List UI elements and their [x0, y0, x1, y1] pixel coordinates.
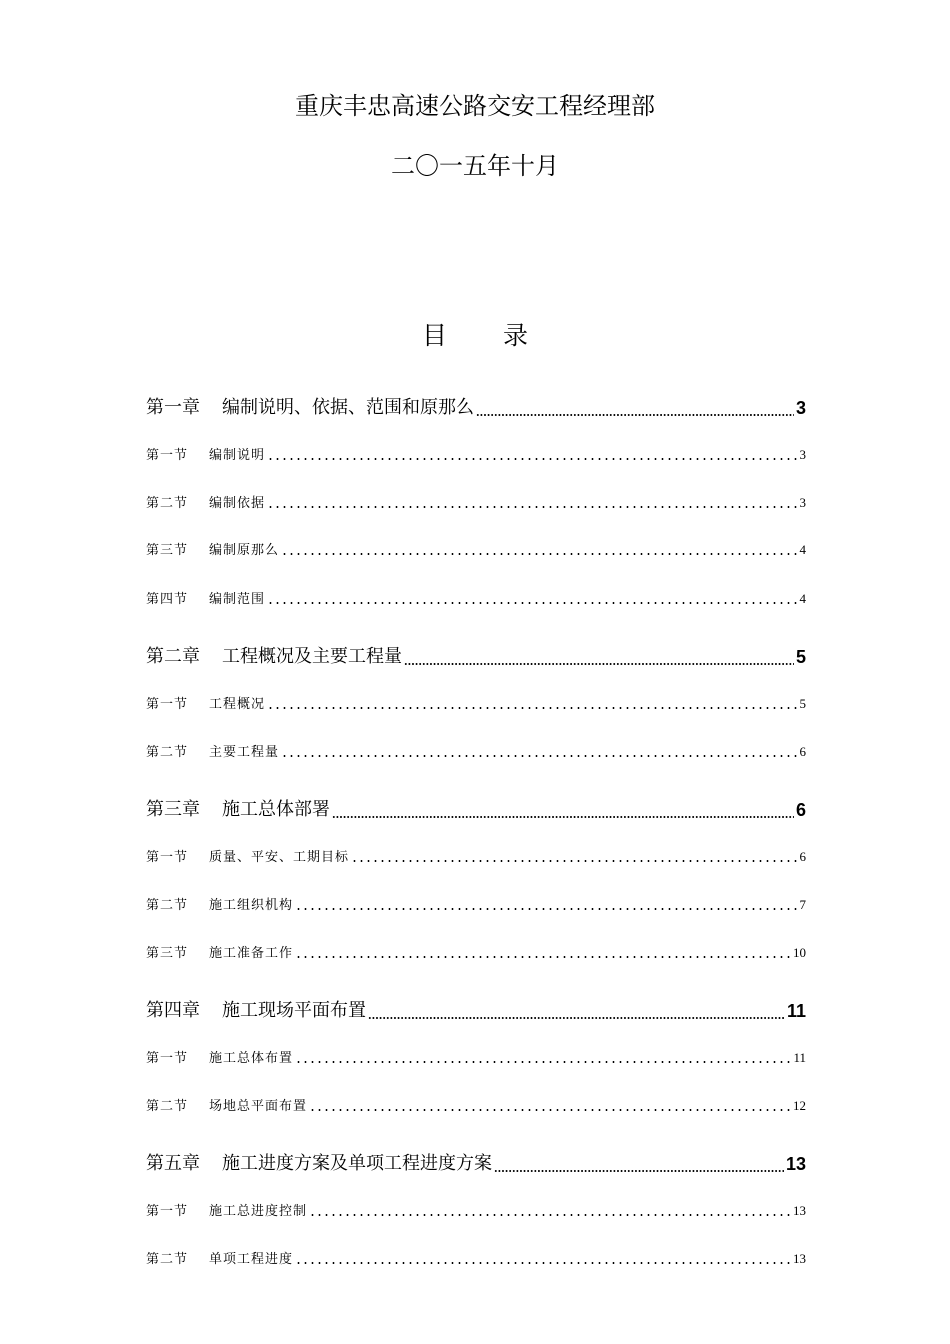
chapter-number: 第五章 — [146, 1153, 200, 1174]
section-page: 6 — [799, 849, 806, 864]
section-number: 第一节 — [146, 1051, 189, 1066]
section-page: 3 — [799, 495, 806, 510]
leader-dots — [265, 591, 799, 607]
chapter-number: 第二章 — [146, 646, 200, 667]
toc-section[interactable] — [146, 1046, 806, 1066]
chapter-page: 5 — [795, 647, 806, 667]
toc-section[interactable] — [146, 1094, 806, 1114]
chapter-title: 施工进度方案及单项工程进度方案 — [222, 1153, 492, 1174]
toc-chapter-3[interactable] — [146, 795, 806, 821]
toc-section[interactable] — [146, 941, 806, 961]
chapter-page: 6 — [795, 800, 806, 820]
section-page: 3 — [799, 447, 806, 462]
toc-heading-part2: 录 — [503, 321, 529, 350]
section-page: 5 — [799, 696, 806, 711]
section-number: 第二节 — [146, 1099, 189, 1114]
leader-dots — [330, 799, 796, 821]
toc-section[interactable] — [146, 443, 806, 463]
toc-chapter-1[interactable] — [146, 393, 806, 419]
section-title: 编制说明 — [209, 448, 266, 463]
leader-dots — [265, 495, 799, 511]
leader-dots — [293, 1050, 793, 1066]
section-title: 编制范围 — [209, 592, 266, 607]
leader-dots — [293, 1251, 793, 1267]
section-title: 施工总进度控制 — [209, 1204, 308, 1219]
toc-section[interactable] — [146, 845, 806, 865]
section-page: 12 — [793, 1098, 806, 1113]
section-number: 第三节 — [146, 946, 189, 961]
toc-chapter-5[interactable] — [146, 1149, 806, 1175]
chapter-page: 13 — [785, 1154, 806, 1174]
toc-chapter-4[interactable] — [146, 996, 806, 1022]
section-page: 13 — [793, 1251, 806, 1266]
section-title: 工程概况 — [209, 697, 266, 712]
leader-dots — [293, 897, 799, 913]
leader-dots — [279, 542, 799, 558]
toc-heading-part1: 目 — [421, 321, 447, 350]
leader-dots — [307, 1098, 793, 1114]
section-page: 6 — [799, 744, 806, 759]
section-number: 第二节 — [146, 898, 189, 913]
leader-dots — [492, 1153, 786, 1175]
chapter-page: 11 — [786, 1001, 806, 1021]
section-number: 第一节 — [146, 850, 189, 865]
section-number: 第二节 — [146, 745, 189, 760]
section-page: 11 — [793, 1050, 806, 1065]
section-number: 第一节 — [146, 1204, 189, 1219]
section-number: 第二节 — [146, 496, 189, 511]
section-page: 10 — [793, 945, 806, 960]
organization-name: 重庆丰忠高速公路交安工程经理部 — [295, 92, 655, 120]
chapter-number: 第三章 — [146, 799, 200, 820]
toc-section[interactable] — [146, 740, 806, 760]
section-title: 编制依据 — [209, 496, 266, 511]
leader-dots — [293, 945, 793, 961]
document-date: 二〇一五年十月 — [391, 152, 559, 180]
leader-dots — [402, 646, 796, 668]
leader-dots — [279, 744, 799, 760]
section-title: 施工准备工作 — [209, 946, 294, 961]
leader-dots — [474, 397, 796, 419]
section-number: 第三节 — [146, 543, 189, 558]
section-number: 第四节 — [146, 592, 189, 607]
section-title: 编制原那么 — [209, 543, 280, 558]
leader-dots — [349, 849, 799, 865]
chapter-number: 第一章 — [146, 397, 200, 418]
section-page: 4 — [799, 542, 806, 557]
section-title: 施工总体布置 — [209, 1051, 294, 1066]
chapter-number: 第四章 — [146, 1000, 200, 1021]
section-number: 第二节 — [146, 1252, 189, 1267]
section-title: 施工组织机构 — [209, 898, 294, 913]
chapter-title: 施工现场平面布置 — [222, 1000, 366, 1021]
toc-section[interactable] — [146, 1247, 806, 1267]
chapter-title: 编制说明、依据、范围和原那么 — [222, 397, 474, 418]
leader-dots — [307, 1203, 793, 1219]
toc-section[interactable] — [146, 893, 806, 913]
section-number: 第一节 — [146, 448, 189, 463]
section-page: 13 — [793, 1203, 806, 1218]
toc-section[interactable] — [146, 587, 806, 607]
section-title: 场地总平面布置 — [209, 1099, 308, 1114]
leader-dots — [366, 1000, 787, 1022]
section-title: 单项工程进度 — [209, 1252, 294, 1267]
toc-heading — [0, 316, 950, 352]
leader-dots — [265, 696, 799, 712]
leader-dots — [265, 447, 799, 463]
toc-section[interactable] — [146, 1199, 806, 1219]
section-page: 7 — [799, 897, 806, 912]
section-number: 第一节 — [146, 697, 189, 712]
toc-section[interactable] — [146, 538, 806, 558]
chapter-title: 工程概况及主要工程量 — [222, 646, 402, 667]
toc-section[interactable] — [146, 491, 806, 511]
section-title: 主要工程量 — [209, 745, 280, 760]
section-title: 质量、平安、工期目标 — [209, 850, 350, 865]
section-page: 4 — [799, 591, 806, 606]
toc-chapter-2[interactable] — [146, 642, 806, 668]
toc-section[interactable] — [146, 692, 806, 712]
chapter-page: 3 — [795, 398, 806, 418]
chapter-title: 施工总体部署 — [222, 799, 330, 820]
